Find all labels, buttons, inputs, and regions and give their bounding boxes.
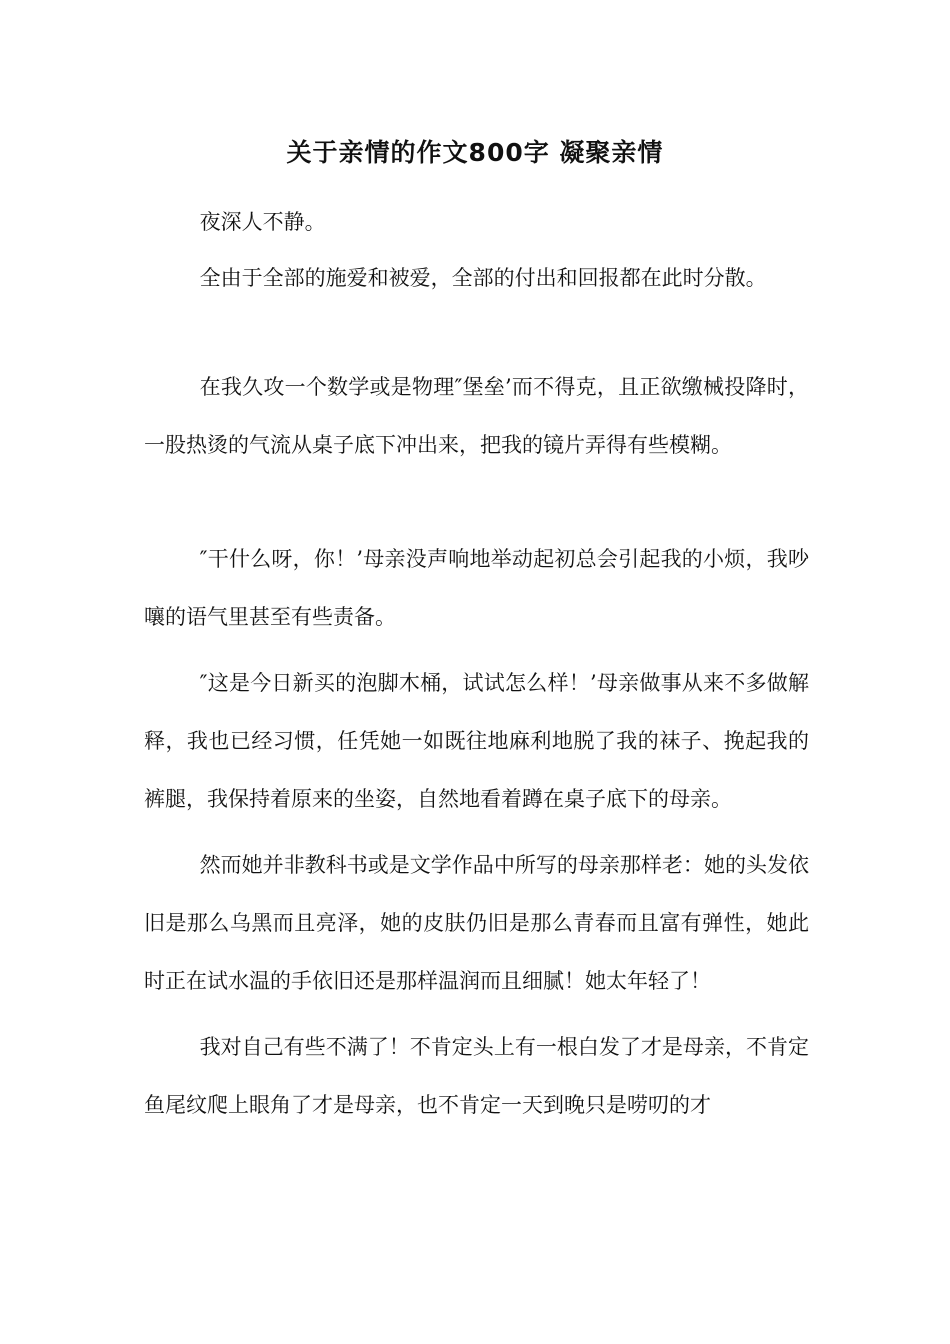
paragraph-1: 夜深人不静。	[199, 210, 326, 234]
document-body	[144, 198, 809, 1142]
paragraph-7: 我对自己有些不满了！不肯定头上有一根白发了才是母亲，不肯定鱼尾纹爬上眼角了才是母亲，也不肯定一天到晚只是唠叨的才	[144, 1035, 809, 1117]
paragraph-gap	[144, 310, 809, 358]
paragraph-4: ″干什么呀，你！’母亲没声响地举动起初总会引起我的小烦，我吵嚷的语气里甚至有些责备。	[144, 547, 809, 629]
paragraph-6: 然而她并非教科书或是文学作品中所写的母亲那样老：她的头发依旧是那么乌黑而且亮泽，她的皮肤仍旧是那么青春而且富有弹性，她此时正在试水温的手依旧还是那样温润而且细腻！她太年轻了！	[144, 853, 809, 993]
paragraph-gap	[144, 482, 809, 530]
paragraph-5: ″这是今日新买的泡脚木桶，试试怎么样！’母亲做事从来不多做解释，我也已经习惯，任凭她一如既往地麻利地脱了我的袜子、挽起我的裤腿，我保持着原来的坐姿，自然地看着蹲在桌子底下的母亲。	[144, 671, 809, 811]
paragraph-3: 在我久攻一个数学或是物理″堡垒’而不得克，且正欲缴械投降时，一股热烫的气流从桌子底下冲出来，把我的镜片弄得有些模糊。	[144, 375, 809, 457]
document-title: 关于亲情的作文800字 凝聚亲情	[286, 138, 664, 167]
paragraph-2: 全由于全部的施爱和被爱，全部的付出和回报都在此时分散。	[199, 266, 767, 290]
